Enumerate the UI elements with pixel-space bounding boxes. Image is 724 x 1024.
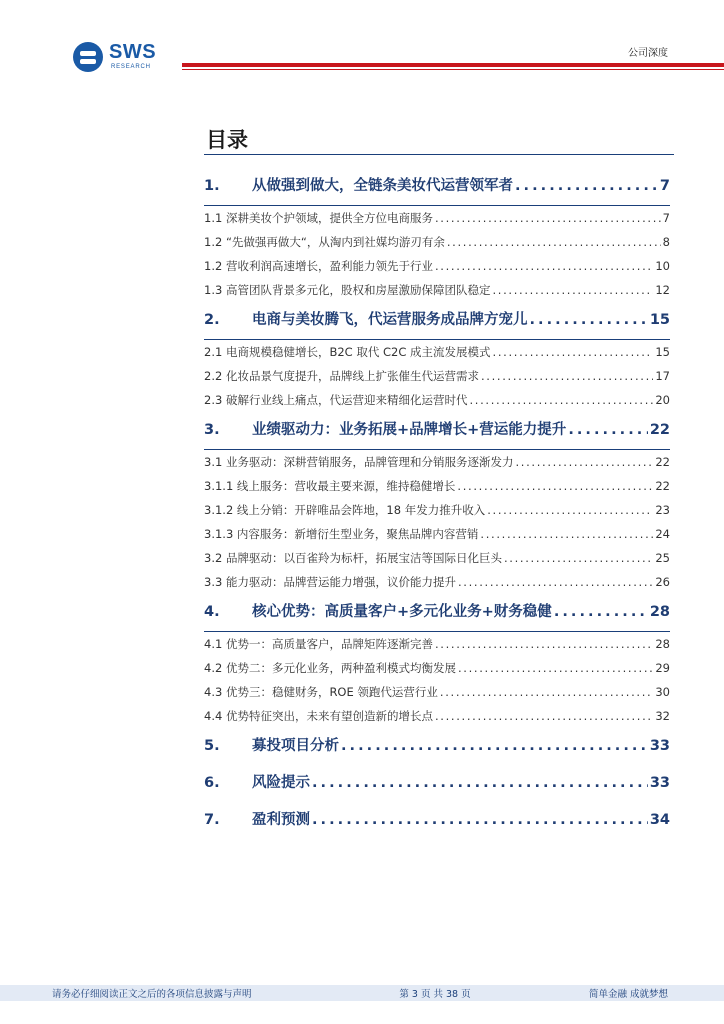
toc-entry-title: 风险提示 (252, 775, 310, 791)
toc-leader-dots (312, 765, 648, 802)
toc-entry-title: 盈利预测 (252, 812, 310, 828)
toc-leader-dots (469, 388, 653, 412)
toc-entry-title: 2.2 化妆品景气度提升，品牌线上扩张催生代运营需求 (204, 369, 479, 383)
toc-entry-label (204, 546, 502, 570)
toc-leader-dots (487, 498, 653, 522)
toc-entry-title: 核心优势：高质量客户+多元化业务+财务稳健 (252, 604, 552, 620)
toc-leader-dots (312, 802, 648, 839)
toc-page-number: 7 (662, 211, 670, 225)
toc-page-number: 34 (649, 812, 670, 828)
toc-page-number: 22 (655, 479, 670, 493)
toc-section-number: 6. (204, 775, 220, 791)
toc-leader-dots (481, 364, 653, 388)
toc-leader-dots (435, 704, 653, 728)
toc-subsection-entry[interactable] (204, 388, 670, 412)
toc-section-number: 1. (204, 178, 220, 194)
report-type-label: 公司深度 (628, 48, 668, 59)
toc-page-number: 22 (649, 422, 670, 438)
toc-subsection-entry[interactable] (204, 570, 670, 594)
toc-leader-dots (440, 680, 653, 704)
toc-page-number: 8 (662, 235, 670, 249)
page-number: 第 3 页 共 38 页 (399, 989, 471, 1000)
toc-entry-title: 1.2 营收利润高速增长，盈利能力领先于行业 (204, 259, 433, 273)
toc-leader-dots (435, 206, 661, 230)
toc-subsection-entry[interactable] (204, 656, 670, 680)
toc-entry-label (204, 632, 433, 656)
toc-title: 目录 (206, 128, 248, 152)
header-divider-thin (182, 69, 724, 70)
toc-entry-label (204, 594, 552, 631)
toc-subsection-entry[interactable] (204, 522, 670, 546)
toc-page-number: 30 (655, 685, 670, 699)
toc-entry-label (204, 728, 339, 765)
toc-entry-title: 1.1 深耕美妆个护领域，提供全方位电商服务 (204, 211, 433, 225)
toc-section-number: 5. (204, 738, 220, 754)
toc-page-number: 28 (649, 604, 670, 620)
toc-leader-dots (458, 656, 653, 680)
toc-entry-title: 4.3 优势三：稳健财务，ROE 领跑代运营行业 (204, 685, 438, 699)
toc-entry-title: 募投项目分析 (252, 738, 339, 754)
toc-section-entry[interactable] (204, 802, 670, 839)
toc-subsection-entry[interactable] (204, 206, 670, 230)
toc-leader-dots (435, 632, 653, 656)
toc-leader-dots (447, 230, 661, 254)
toc-entry-label (204, 278, 490, 302)
toc-entry-title: 3.2 品牌驱动：以百雀羚为标杆，拓展宝洁等国际日化巨头 (204, 551, 502, 565)
toc-leader-dots (568, 412, 648, 449)
toc-leader-dots (515, 450, 653, 474)
toc-page-number: 22 (655, 455, 670, 469)
toc-leader-dots (480, 522, 653, 546)
logo-subtext: RESEARCH (111, 64, 151, 70)
toc-subsection-entry[interactable] (204, 546, 670, 570)
toc-entry-title: 1.2 “先做强再做大“，从淘内到社媒均游刃有余 (204, 235, 445, 249)
toc-leader-dots (504, 546, 653, 570)
toc-page-number: 33 (649, 775, 670, 791)
toc-entry-title: 电商与美妆腾飞，代运营服务成品牌方宠儿 (252, 312, 528, 328)
toc-entry-label (204, 340, 491, 364)
toc-page-number: 33 (649, 738, 670, 754)
toc-leader-dots (515, 168, 658, 205)
toc-page-number: 32 (655, 709, 670, 723)
toc-section-number: 3. (204, 422, 220, 438)
toc-entry-label (204, 254, 433, 278)
toc-page-number: 25 (655, 551, 670, 565)
toc-entry-title: 2.3 破解行业线上痛点，代运营迎来精细化运营时代 (204, 393, 468, 407)
toc-entry-label (204, 656, 456, 680)
toc-page-number: 23 (655, 503, 670, 517)
toc-leader-dots (530, 302, 648, 339)
toc-page-number: 29 (655, 661, 670, 675)
toc-section-entry[interactable] (204, 765, 670, 802)
toc-leader-dots (341, 728, 648, 765)
toc-page-number: 24 (655, 527, 670, 541)
toc-subsection-entry[interactable] (204, 254, 670, 278)
toc-subsection-entry[interactable] (204, 680, 670, 704)
toc-leader-dots (435, 254, 653, 278)
header-divider (182, 63, 724, 67)
toc-entry-label (204, 570, 456, 594)
toc-section-entry[interactable] (204, 168, 670, 205)
toc-section-number: 2. (204, 312, 220, 328)
toc-subsection-entry[interactable] (204, 632, 670, 656)
toc-entry-title: 3.1 业务驱动：深耕营销服务，品牌管理和分销服务逐渐发力 (204, 455, 514, 469)
toc-entry-label (204, 802, 310, 839)
toc-leader-dots (492, 278, 653, 302)
toc-section-entry[interactable] (204, 302, 670, 339)
toc-leader-dots (554, 594, 648, 631)
toc-subsection-entry[interactable] (204, 340, 670, 364)
toc-title-divider (204, 154, 674, 155)
footer-disclaimer: 请务必仔细阅读正文之后的各项信息披露与声明 (52, 989, 252, 1000)
toc-section-number: 7. (204, 812, 220, 828)
toc-page-number: 17 (655, 369, 670, 383)
toc-entry-label (204, 765, 310, 802)
toc-section-entry[interactable] (204, 728, 670, 765)
toc-entry-label (204, 498, 485, 522)
toc-page-number: 15 (649, 312, 670, 328)
toc-page-number: 10 (655, 259, 670, 273)
toc-entry-label (204, 474, 455, 498)
toc-entry-title: 3.1.1 线上服务：营收最主要来源，维持稳健增长 (204, 479, 456, 493)
toc-subsection-entry[interactable] (204, 474, 670, 498)
toc-leader-dots (457, 474, 653, 498)
toc-entry-label (204, 388, 467, 412)
toc-entry-label (204, 302, 528, 339)
toc-subsection-entry[interactable] (204, 364, 670, 388)
toc-entry-title: 2.1 电商规模稳健增长，B2C 取代 C2C 成主流发展模式 (204, 345, 491, 359)
toc-entry-title: 从做强到做大，全链条美妆代运营领军者 (252, 178, 513, 194)
toc-entry-title: 4.1 优势一：高质量客户，品牌矩阵逐渐完善 (204, 637, 433, 651)
toc-entry-title: 1.3 高管团队背景多元化，股权和房屋激励保障团队稳定 (204, 283, 491, 297)
toc-section-number: 4. (204, 604, 220, 620)
toc-page-number: 15 (655, 345, 670, 359)
toc-entry-title: 4.4 优势特征突出，未来有望创造新的增长点 (204, 709, 433, 723)
toc-entry-label (204, 704, 433, 728)
toc-entry-label (204, 522, 478, 546)
toc-entry-label (204, 230, 445, 254)
toc-leader-dots (493, 340, 654, 364)
toc-entry-title: 3.3 能力驱动：品牌营运能力增强，议价能力提升 (204, 575, 456, 589)
toc-section-entry[interactable] (204, 594, 670, 631)
table-of-contents (204, 168, 670, 839)
toc-entry-title: 3.1.2 线上分销：开辟唯品会阵地，18 年发力推升收入 (204, 503, 486, 517)
toc-entry-label (204, 168, 513, 205)
toc-page-number: 28 (655, 637, 670, 651)
sws-logo (73, 42, 168, 72)
toc-subsection-entry[interactable] (204, 498, 670, 522)
toc-leader-dots (458, 570, 653, 594)
toc-page-number: 12 (655, 283, 670, 297)
toc-entry-label (204, 450, 513, 474)
toc-page-number: 26 (655, 575, 670, 589)
toc-subsection-entry[interactable] (204, 278, 670, 302)
toc-entry-title: 业绩驱动力：业务拓展+品牌增长+营运能力提升 (252, 422, 567, 438)
toc-subsection-entry[interactable] (204, 450, 670, 474)
toc-section-entry[interactable] (204, 412, 670, 449)
toc-subsection-entry[interactable] (204, 230, 670, 254)
footer-slogan: 简单金融 成就梦想 (588, 989, 668, 1000)
toc-page-number: 20 (655, 393, 670, 407)
toc-entry-title: 3.1.3 内容服务：新增衍生型业务，聚焦品牌内容营销 (204, 527, 479, 541)
toc-entry-label (204, 364, 479, 388)
logo-text: SWS (109, 41, 157, 63)
toc-entry-label (204, 206, 433, 230)
toc-entry-label (204, 412, 566, 449)
toc-entry-label (204, 680, 438, 704)
sws-logo-icon (73, 42, 103, 72)
toc-subsection-entry[interactable] (204, 704, 670, 728)
toc-entry-title: 4.2 优势二：多元化业务，两种盈利模式均衡发展 (204, 661, 456, 675)
toc-page-number: 7 (659, 178, 670, 194)
